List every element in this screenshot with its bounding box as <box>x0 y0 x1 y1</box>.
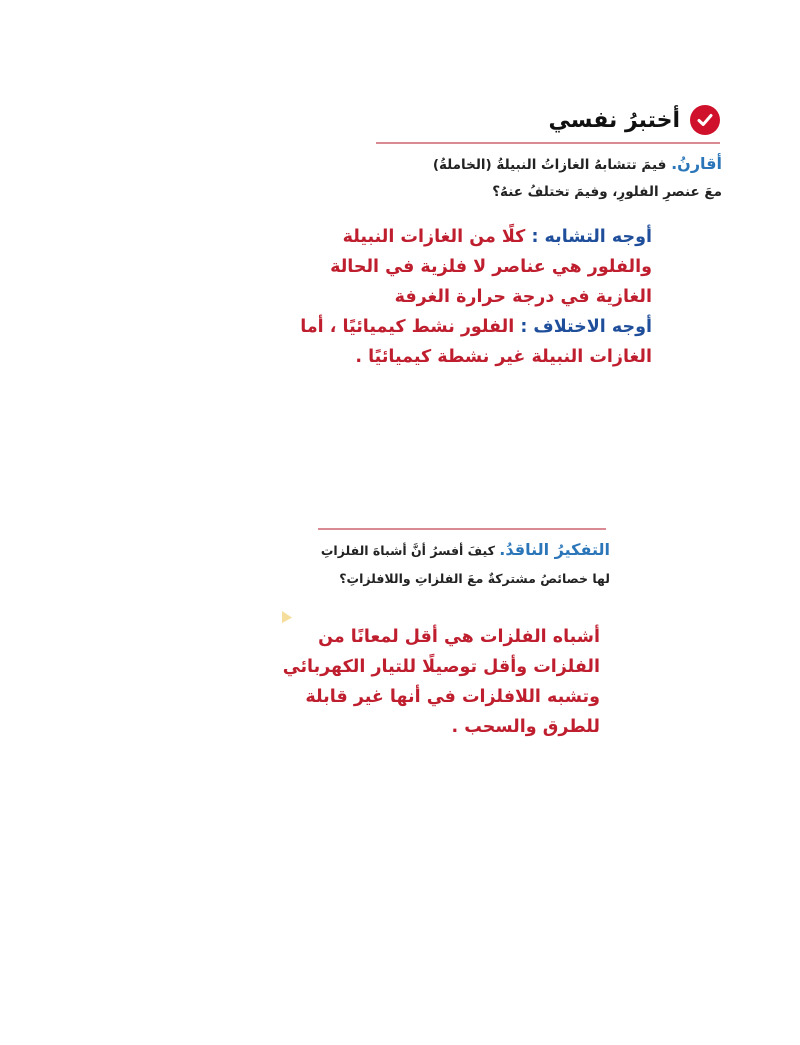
question-text: فيمَ تتشابهُ الغازاتُ النبيلةُ (الخاملةُ) <box>432 157 667 173</box>
difference-label: أوجه الاختلاف : <box>520 317 652 337</box>
similarity-label: أوجه التشابه : <box>531 227 652 247</box>
difference-text: الفلور نشط كيميائيًا ، أما الغازات النبيلة غير نشطة كيميائيًا . <box>300 317 652 367</box>
question-label: أقارنُ. <box>671 154 722 173</box>
question-label: التفكيرُ الناقدُ. <box>499 540 610 559</box>
question-text-line2: لها خصائصُ مشتركةٌ معَ الفلزاتِ واللافلزاتِ؟ <box>339 571 610 586</box>
answer-compare <box>290 222 652 372</box>
similarity-text: كلًا من الغازات النبيلة والفلور هي عناصر لا فلزية في الحالة الغازية في درجة حرارة الغرفة <box>330 227 652 307</box>
section-divider <box>376 142 720 144</box>
section-divider-2 <box>318 528 606 530</box>
question-line <box>370 150 722 179</box>
question-critical-thinking <box>300 536 610 593</box>
question-line <box>300 536 610 565</box>
answer-critical-thinking: أشباه الفلزات هي أقل لمعانًا من الفلزات وأقل توصيلًا للتيار الكهربائي وتشبه اللافلزات في أنها غير قابلة للطرق والسحب . <box>282 627 600 737</box>
section-title: أختبرُ نفسي <box>548 107 680 133</box>
question-compare <box>370 150 722 206</box>
question-text-line2: معَ عنصرِ الفلورِ، وفيمَ تختلفُ عنهُ؟ <box>492 184 722 200</box>
section-header <box>540 100 720 140</box>
question-text: كيفَ أفسرُ أنَّ أشباهَ الفلزاتِ <box>320 543 495 558</box>
check-circle-icon <box>690 105 720 135</box>
